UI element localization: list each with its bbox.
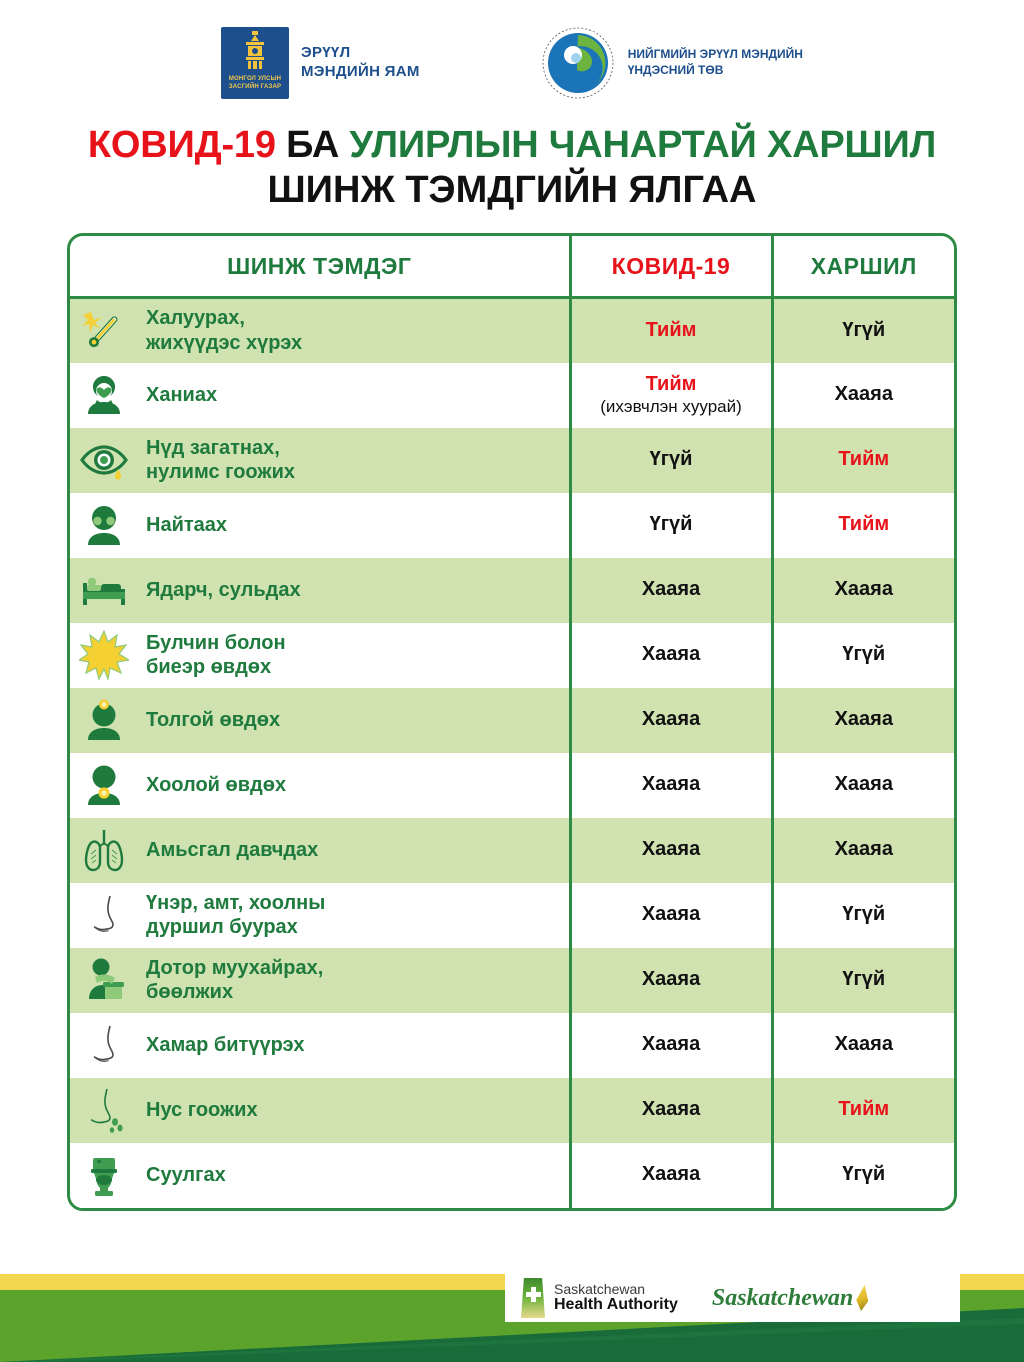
nchd-name (628, 47, 803, 78)
symptom-icon-cell (70, 1013, 132, 1078)
allergy-value-cell (772, 948, 954, 1013)
symptom-line1: Амьсгал давчдах (146, 838, 319, 861)
covid-value: Хааяа (641, 708, 701, 731)
covid-value: Хааяа (641, 903, 701, 926)
covid-value-cell (570, 558, 772, 623)
column-header-symptom: ШИНЖ ТЭМДЭГ (70, 236, 570, 298)
symptom-icon-cell (70, 558, 132, 623)
allergy-value-cell (772, 623, 954, 688)
saskatchewan-province-wordmark (712, 1285, 868, 1312)
allergy-value-cell (772, 753, 954, 818)
vomiting-person-icon (79, 955, 129, 1005)
sore-throat-person-icon (79, 760, 129, 810)
allergy-value-cell (772, 558, 954, 623)
table-row (70, 558, 954, 623)
symptom-line1: Ханиах (146, 383, 218, 406)
symptom-icon-cell (70, 818, 132, 883)
allergy-value: Тийм (838, 1098, 890, 1121)
symptom-icon-cell (70, 493, 132, 558)
symptom-comparison-table (67, 233, 957, 1211)
symptom-name-cell (132, 493, 570, 558)
table-body (70, 298, 954, 1208)
symptom-name-cell (132, 428, 570, 493)
symptom-name-cell (132, 753, 570, 818)
table-row (70, 1078, 954, 1143)
symptom-icon-cell (70, 1078, 132, 1143)
ministry-name-line1: ЭРҮҮЛ (301, 44, 351, 62)
symptom-line1: Нүд загатнах, (146, 436, 280, 459)
symptom-icon-cell (70, 753, 132, 818)
allergy-value-cell (772, 1143, 954, 1208)
toilet-diarrhea-icon (79, 1150, 129, 1200)
title-covid: КОВИД-19 (87, 124, 276, 166)
symptom-line1: Хамар битүүрэх (146, 1033, 305, 1056)
symptom-line1: Булчин болон (146, 631, 286, 654)
ministry-name (301, 44, 420, 82)
symptom-icon-cell (70, 883, 132, 948)
covid-value-cell (570, 428, 772, 493)
symptom-line1: Суулгах (146, 1163, 226, 1186)
lungs-icon (79, 825, 129, 875)
allergy-value: Үгүй (842, 319, 886, 342)
table-row (70, 428, 954, 493)
covid-value-note: (ихэвчлэн хуурай) (600, 397, 742, 417)
province-wordmark-text: Saskatchewan (711, 1284, 854, 1311)
symptom-line2: жихүүдэс хүрэх (146, 331, 303, 354)
covid-value: Хааяа (641, 1098, 701, 1121)
table-row (70, 883, 954, 948)
column-header-covid: КОВИД-19 (570, 236, 772, 298)
table-row (70, 623, 954, 688)
prairie-lily-leaf-icon (855, 1285, 868, 1311)
covid-value: Хааяа (641, 838, 701, 861)
allergy-value-cell (772, 818, 954, 883)
table-row (70, 818, 954, 883)
symptom-line1: Толгой өвдөх (146, 708, 281, 731)
symptom-name-cell (132, 363, 570, 428)
nchd-name-line1: НИЙГМИЙН ЭРҮҮЛ МЭНДИЙН (627, 47, 803, 62)
table-row (70, 298, 954, 363)
allergy-value-cell (772, 428, 954, 493)
health-cross-shield-icon (521, 1278, 545, 1318)
symptom-name-cell (132, 948, 570, 1013)
bed-fatigue-icon (79, 565, 129, 615)
allergy-value: Тийм (838, 448, 890, 471)
symptom-line2: биеэр өвдөх (146, 656, 272, 679)
symptom-icon-cell (70, 688, 132, 753)
soyombo-symbol-icon (242, 31, 268, 73)
symptom-line1: Халуурах, (146, 307, 245, 330)
covid-value: Хааяа (641, 1033, 701, 1056)
covid-value: Хааяа (641, 578, 701, 601)
allergy-value: Тийм (838, 513, 890, 536)
title-allergy: УЛИРЛЫН ЧАНАРТАЙ ХАРШИЛ (349, 124, 937, 166)
symptom-name-cell (132, 818, 570, 883)
covid-value-cell (570, 493, 772, 558)
allergy-value-cell (772, 1013, 954, 1078)
covid-value: Тийм (645, 372, 697, 395)
covid-value-cell (570, 1078, 772, 1143)
allergy-value: Үгүй (842, 1163, 886, 1186)
covid-value-cell (570, 948, 772, 1013)
allergy-value-cell (772, 1078, 954, 1143)
allergy-value: Үгүй (842, 903, 886, 926)
symptom-icon-cell (70, 428, 132, 493)
symptom-name-cell (132, 688, 570, 753)
footer-banner (0, 1274, 1024, 1362)
table-row (70, 688, 954, 753)
symptom-icon-cell (70, 623, 132, 688)
symptom-name-cell (132, 883, 570, 948)
emblem-caption-line1: МОНГОЛ УЛСЫН (228, 76, 282, 82)
symptom-name-cell (132, 298, 570, 363)
covid-value-cell (570, 753, 772, 818)
allergy-value: Хааяа (834, 578, 893, 601)
watery-eye-icon (79, 435, 129, 485)
symptom-icon-cell (70, 363, 132, 428)
nose-smell-loss-icon (79, 890, 129, 940)
table-row (70, 1013, 954, 1078)
allergy-value: Хааяа (834, 838, 893, 861)
saskatchewan-logo-box (505, 1274, 960, 1322)
symptom-name-cell (132, 1143, 570, 1208)
symptom-name-cell (132, 623, 570, 688)
page-subtitle: ШИНЖ ТЭМДГИЙН ЯЛГАА (267, 168, 757, 211)
sneezing-person-icon (79, 500, 129, 550)
covid-value: Хааяа (641, 968, 701, 991)
covid-value: Хааяа (641, 643, 701, 666)
sha-line1: Saskatchewan (554, 1281, 646, 1298)
allergy-value-cell (772, 363, 954, 428)
national-center-public-health-logo (540, 25, 803, 101)
allergy-value: Хааяа (834, 1033, 893, 1056)
allergy-value: Үгүй (842, 643, 886, 666)
stuffy-nose-icon (79, 1020, 129, 1070)
table-row (70, 948, 954, 1013)
ministry-of-health-logo (221, 27, 420, 99)
page-title (0, 124, 1024, 167)
allergy-value-cell (772, 883, 954, 948)
thermometer-icon (79, 306, 129, 356)
covid-value-cell (570, 623, 772, 688)
sha-wordmark (554, 1282, 678, 1314)
table-row (70, 493, 954, 558)
symptom-line1: Дотор муухайрах, (146, 956, 324, 979)
emblem-caption-line2: ЗАСГИЙН ГАЗАР (228, 84, 282, 91)
nchd-swirl-icon (540, 25, 616, 101)
symptom-line1: Хоолой өвдөх (146, 773, 287, 796)
covid-value: Хааяа (641, 773, 701, 796)
covid-value-cell (570, 883, 772, 948)
table-row (70, 753, 954, 818)
organization-logo-bar (0, 0, 1024, 118)
covid-value-cell (570, 818, 772, 883)
allergy-value-cell (772, 493, 954, 558)
covid-value: Хааяа (641, 1163, 701, 1186)
coughing-person-icon (79, 370, 129, 420)
symptom-icon-cell (70, 948, 132, 1013)
allergy-value: Үгүй (842, 968, 886, 991)
sha-line2: Health Authority (554, 1295, 678, 1313)
symptom-line1: Үнэр, амт, хоолны (146, 891, 326, 914)
runny-nose-icon (79, 1085, 129, 1135)
symptom-line2: бөөлжих (146, 981, 234, 1004)
allergy-value: Хааяа (834, 773, 893, 796)
symptom-name-cell (132, 1013, 570, 1078)
allergy-value: Хааяа (834, 708, 893, 731)
symptom-name-cell (132, 558, 570, 623)
covid-value: Тийм (645, 319, 697, 342)
symptom-line2: дуршил буурах (146, 916, 298, 939)
allergy-value-cell (772, 298, 954, 363)
mongolia-government-emblem (221, 27, 289, 99)
ministry-name-line2: МЭНДИЙН ЯАМ (301, 63, 420, 80)
covid-value-cell (570, 298, 772, 363)
body-ache-burst-icon (79, 630, 129, 680)
covid-value-cell (570, 1143, 772, 1208)
symptom-line1: Ядарч, сульдах (146, 578, 301, 601)
symptom-icon-cell (70, 1143, 132, 1208)
table-row (70, 363, 954, 428)
allergy-value: Хааяа (834, 383, 893, 406)
covid-value: Үгүй (649, 448, 693, 471)
emblem-caption (229, 75, 281, 91)
covid-value-cell (570, 1013, 772, 1078)
table-row (70, 1143, 954, 1208)
nchd-name-line2: ҮНДЭСНИЙ ТӨВ (627, 63, 724, 77)
title-conjunction: БА (275, 124, 350, 166)
covid-value-cell (570, 688, 772, 753)
covid-value-cell (570, 363, 772, 428)
column-header-allergy: ХАРШИЛ (772, 236, 954, 298)
symptom-name-cell (132, 1078, 570, 1143)
headache-person-icon (79, 695, 129, 745)
symptom-icon-cell (70, 298, 132, 363)
symptom-line1: Нус гоожих (146, 1098, 258, 1121)
covid-value: Үгүй (649, 513, 693, 536)
saskatchewan-health-authority-logo (521, 1278, 678, 1318)
symptom-line2: нулимс гоожих (146, 461, 295, 484)
table-header-row (70, 236, 954, 298)
symptom-line1: Найтаах (146, 513, 228, 536)
allergy-value-cell (772, 688, 954, 753)
